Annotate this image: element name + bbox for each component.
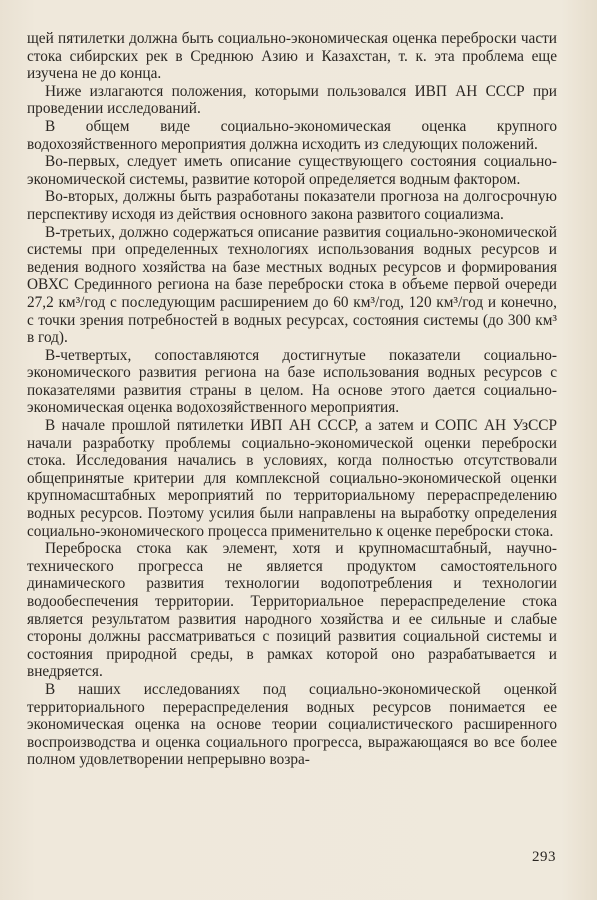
paragraph: В-четвертых, сопоставляются достигнутые показатели социально-экономического развития региона на базе использования водных ресурсов с показателями развития страны в целом. На основе этого дается социально-экономическая оценка водохозяйственного мероприятия. <box>27 346 557 417</box>
paragraph: В наших исследованиях под социально-экономической оценкой территориального перераспределения водных ресурсов понимается ее экономическая оценка на основе теории социалистического расширенного воспроизводства и оценка социального прогресса, выражающаяся во все более полном удовлетворении непрерывно возра- <box>27 680 557 769</box>
page-number: 293 <box>532 849 556 865</box>
paragraph: В общем виде социально-экономическая оценка крупного водохозяйственного мероприятия должна исходить из следующих положений. <box>27 117 557 153</box>
paragraph: Во-вторых, должны быть разработаны показатели прогноза на долгосрочную перспективу исходя из действия основного закона развитого социализма. <box>27 188 557 223</box>
paragraph-continuation: щей пятилетки должна быть социально-экономическая оценка переброски части стока сибирских рек в Среднюю Азию и Казахстан, т. к. эта проблема еще изучена не до конца. <box>27 30 557 83</box>
paragraph: Во-первых, следует иметь описание существующего состояния социально-экономической системы, развитие которой определяется водным фактором. <box>27 153 557 188</box>
body-text <box>27 30 557 769</box>
paragraph: Переброска стока как элемент, хотя и крупномасштабный, научно-технического прогресса не является продуктом самостоятельного динамического развития технологии водопотребления и технологии водообеспечения территории. Территориальное перераспределение стока является результатом развития народного хозяйства и ее сильные и слабые стороны должны рассматриваться с позиций развития социальной системы и состояния природной среды, в рамках которой оно разрабатывается и внедряется. <box>27 540 557 681</box>
paragraph: Ниже излагаются положения, которыми пользовался ИВП АН СССР при проведении исследований. <box>27 82 557 118</box>
paragraph: В-третьих, должно содержаться описание развития социально-экономической системы при определенных технологиях использования водных ресурсов и ведения водного хозяйства на базе местных водных ресурсов и формирования ОВХС Срединного региона на базе переброски стока в объеме первой очереди 27,2 км³/год с последующим расширением до 60 км³/год, 120 км³/год и конечно, с точки зрения потребностей в водных ресурсах, состояния системы (до 300 км³ в год). <box>27 223 557 347</box>
paragraph: В начале прошлой пятилетки ИВП АН СССР, а затем и СОПС АН УзССР начали разработку проблемы социально-экономической оценки переброски стока. Исследования начались в условиях, когда полностью отсутствовали общепринятые критерии для комплексной социально-экономической оценки крупномасштабных мероприятий по территориальному перераспределению водных ресурсов. Поэтому усилия были направлены на выработку определения социально-экономического процесса применительно к оценке переброски стока. <box>27 417 557 540</box>
